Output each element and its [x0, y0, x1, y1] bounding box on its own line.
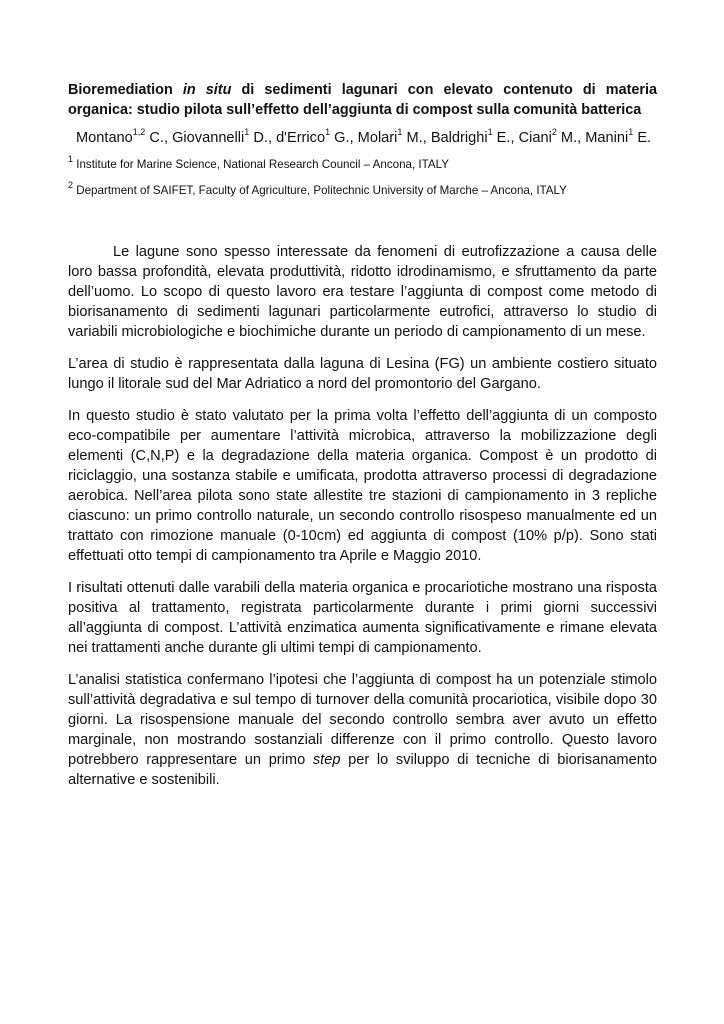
- author: Manini$^1$ E.: [585, 127, 652, 146]
- author: Molari$^1$ M.,: [357, 127, 431, 146]
- italic-word: step: [312, 752, 341, 768]
- affiliation-text: Department of SAIFET, Faculty of Agriculture, Politechnic University of Marche – Ancona, ITALY: [73, 184, 567, 197]
- affiliation-2: [68, 180, 657, 199]
- affiliation-1: [68, 154, 657, 173]
- paragraph-4: I risultati ottenuti dalle varabili della materia organica e procariotiche mostrano una risposta positiva al trattamento, registrata particolarmente durante i primi giorni successivi all’aggiunta di compost. L’attività enzimatica aumenta significativamente e rimane elevata nei trattamenti anche durante gli ultimi tempi di campionamento.: [68, 580, 657, 656]
- author: Ciani$^2$ M.,: [518, 127, 586, 146]
- affiliation-number: 2: [68, 180, 74, 191]
- abstract-body: [68, 242, 657, 790]
- affiliation-number: 1: [68, 154, 74, 165]
- paragraph-2: L’area di studio è rappresentata dalla laguna di Lesina (FG) un ambiente costiero situato lungo il litorale sud del Mar Adriatico a nord del promontorio del Gargano.: [68, 356, 657, 392]
- paragraph-5: L’analisi statistica confermano l’ipotesi che l’aggiunta di compost ha un potenziale stimolo sull’attività degradativa e sul tempo di turnover della comunità procariotica, visibile dopo 30 giorni. La risospensione manuale del secondo controllo sembra aver avuto un effetto marginale, non mostrando sostanziali differenze con il primo controllo. Questo lavoro potrebbero rappresentare un primo step per lo sviluppo di tecniche di biorisanamento alternative e sostenibili.: [68, 672, 657, 788]
- title-italic-phrase: in situ: [182, 82, 232, 98]
- paper-title: [68, 80, 657, 120]
- author: Giovannelli$^1$ D.,: [172, 127, 277, 146]
- title-part-3: di sedimenti lagunari con elevato contenuto di materia organica: studio pilota sull’effetto dell’aggiunta di compost sulla comunità batterica: [68, 82, 657, 118]
- paragraph-1: Le lagune sono spesso interessate da fenomeni di eutrofizzazione a causa delle loro bassa profondità, elevata produttività, ridotto idrodinamismo, e sfruttamento da parte dell’uomo. Lo scopo di questo lavoro era testare l’aggiunta di compost come metodo di biorisanamento di sedimenti lagunari particolarmente eutrofici, attraverso lo studio di variabili microbiologiche e biochimiche durante un periodo di campionamento di un mese.: [68, 244, 657, 340]
- title-part-1: Bioremediation: [68, 82, 183, 98]
- author: Montano$^{1,2}$ C.,: [76, 127, 173, 146]
- author: Baldrighi$^1$ E.,: [430, 127, 519, 146]
- affiliation-text: Institute for Marine Science, National Research Council – Ancona, ITALY: [73, 158, 449, 171]
- author-list: [76, 128, 657, 148]
- author: d'Errico$^1$ G.,: [276, 127, 358, 146]
- paragraph-3: In questo studio è stato valutato per la prima volta l’effetto dell’aggiunta di un composto eco-compatibile per aumentare l’attività microbica, attraverso la mobilizzazione degli elementi (C,N,P) e la degradazione della materia organica. Compost è un prodotto di riciclaggio, una sostanza stabile e umificata, prodotta attraverso processi di degradazione aerobica. Nell’area pilota sono state allestite tre stazioni di campionamento in 3 repliche ciascuno: un primo controllo naturale, un secondo controllo risospeso manualmente ed un trattato con rimozione manuale (0-10cm) ed aggiunta di compost (10% p/p). Sono stati effettuati otto tempi di campionamento tra Aprile e Maggio 2010.: [68, 408, 657, 564]
- document-page: [68, 80, 657, 802]
